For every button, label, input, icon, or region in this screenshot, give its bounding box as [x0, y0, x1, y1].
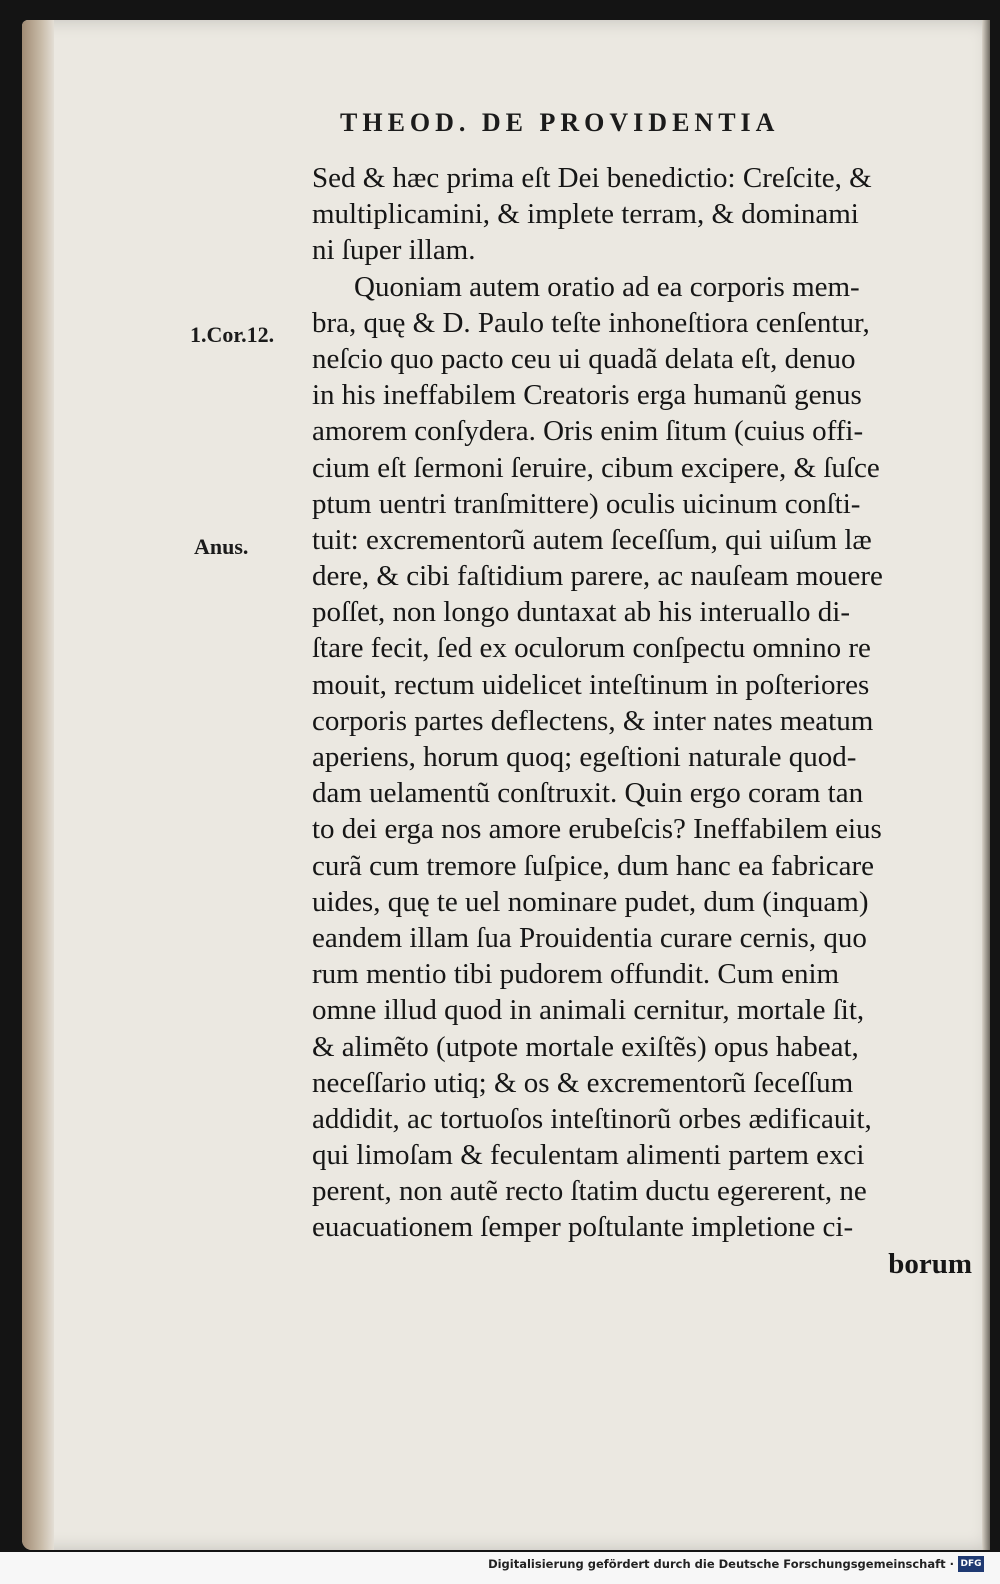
text-line: poſſet, non longo duntaxat ab his interuallo di- — [312, 596, 851, 629]
page-edge-left — [22, 20, 54, 1550]
text-line: perent, non autẽ recto ſtatim ductu egererent, ne — [312, 1175, 867, 1208]
running-head: THEOD. DE PROVIDENTIA — [340, 108, 780, 137]
text-line: Sed & hæc prima eſt Dei benedictio: Creſcite, & — [312, 162, 872, 194]
text-line: mouit, rectum uidelicet inteſtinum in poſteriores — [312, 668, 870, 701]
text-line: neſcio quo pacto ceu ui quadã delata eſt, denuo — [312, 342, 856, 375]
text-line: aperiens, horum quoq; egeſtioni naturale quod- — [312, 741, 857, 773]
text-line: dere, & cibi faſtidium parere, ac nauſeam mouere — [312, 560, 883, 593]
text-line: qui limoſam & feculentam alimenti partem exci — [312, 1139, 865, 1172]
text-line: bra, quę & D. Paulo teſte inhoneſtiora cenſentur, — [312, 306, 870, 339]
text-line: ptum uentri tranſmittere) oculis uicinum conſti- — [312, 487, 861, 520]
text-line: ni ſuper illam. — [312, 234, 476, 267]
text-line: cium eſt ſermoni ſeruire, cibum excipere, & ſuſce — [312, 451, 880, 484]
marginal-note-corinthians: 1.Cor.12. — [190, 322, 275, 347]
text-line: rum mentio tibi pudorem offundit. Cum enim — [312, 958, 840, 991]
text-line: & alimẽto (utpote mortale exiſtẽs) opus habeat, — [312, 1030, 859, 1063]
body-text — [312, 160, 972, 1282]
footer-credit[interactable]: Digitalisierung gefördert durch die Deutsche Forschungsgemeinschaft · — [488, 1557, 954, 1571]
dfg-logo-icon[interactable]: DFG — [958, 1556, 984, 1572]
text-line: to dei erga nos amore erubeſcis? Ineffabilem eius — [312, 813, 882, 846]
text-line: tuit: excrementorũ autem ſeceſſum, qui uiſum læ — [312, 523, 872, 556]
text-line: neceſſario utiq; & os & excrementorũ ſeceſſum — [312, 1066, 854, 1099]
text-line: addidit, ac tortuoſos inteſtinorũ orbes ædificauit, — [312, 1102, 872, 1135]
text-line: uides, quę te uel nominare pudet, dum (inquam) — [312, 885, 869, 918]
text-line: corporis partes deflectens, & inter nates meatum — [312, 704, 874, 737]
text-line: eandem illam ſua Prouidentia curare cernis, quo — [312, 921, 867, 954]
text-line: multiplicamini, & implete terram, & dominami — [312, 198, 859, 231]
page-edge-right — [982, 20, 990, 1550]
text-line: curã cum tremore ſuſpice, dum hanc ea fabricare — [312, 849, 874, 882]
text-line: euacuationem ſemper poſtulante impletione ci- — [312, 1211, 854, 1244]
text-line: ſtare fecit, ſed ex oculorum conſpectu omnino re — [312, 632, 871, 665]
text-line: dam uelamentũ conſtruxit. Quin ergo coram tan — [312, 777, 864, 810]
catchword: borum — [888, 1247, 972, 1280]
text-line: Quoniam autem oratio ad ea corporis mem- — [354, 270, 860, 303]
marginal-note-anus: Anus. — [194, 534, 249, 559]
text-line: in his ineffabilem Creatoris erga humanũ genus — [312, 379, 862, 412]
text-line: omne illud quod in animali cernitur, mortale ſit, — [312, 994, 865, 1027]
text-line: amorem conſydera. Oris enim ſitum (cuius offi- — [312, 415, 864, 448]
